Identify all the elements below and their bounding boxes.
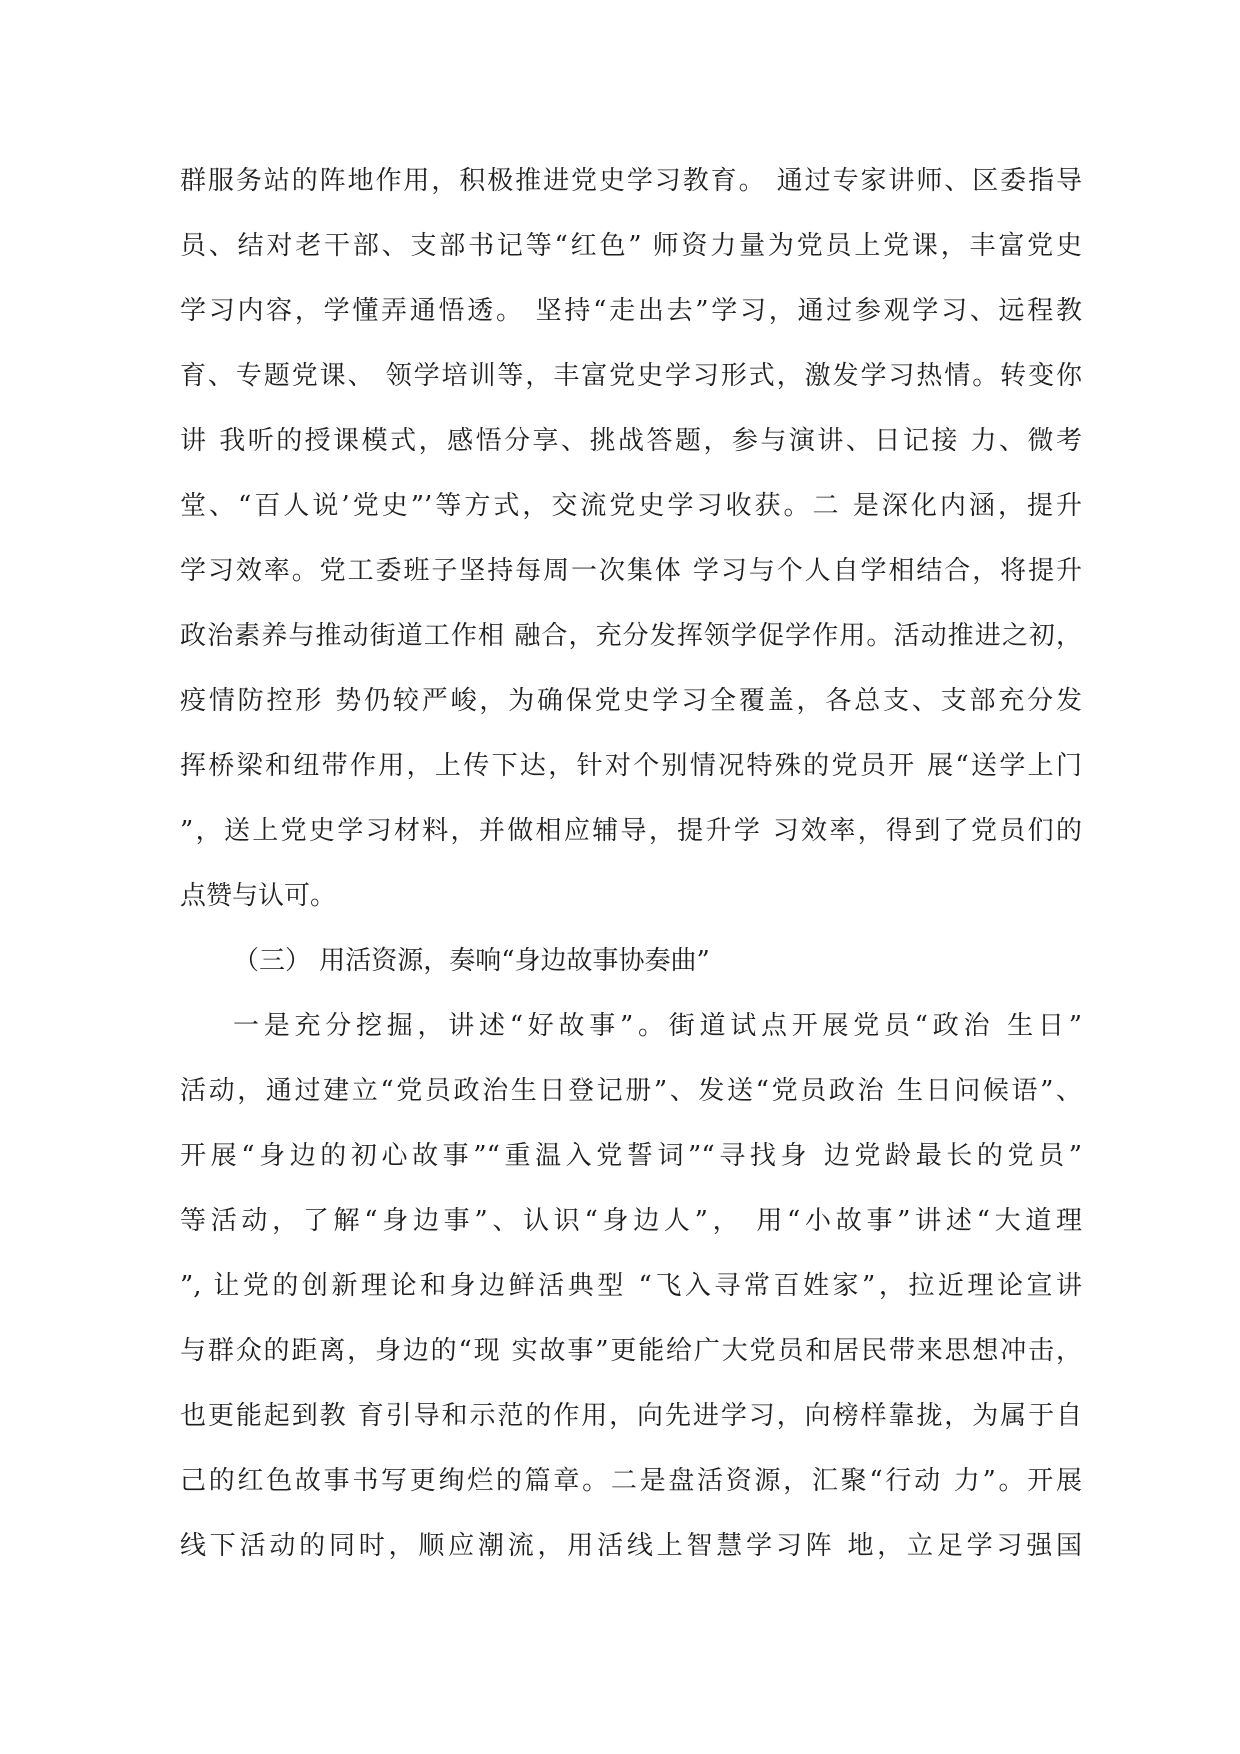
text-line: 疫情防控形 势仍较严峻，为确保党史学习全覆盖，各总支、支部充分发 [180, 686, 1082, 716]
text-line: 己的红色故事书写更绚烂的篇章。二是盘活资源，汇聚“行动 力”。开展 [180, 1466, 1082, 1496]
text-line: 也更能起到教 育引导和示范的作用，向先进学习，向榜样靠拢，为属于自 [180, 1401, 1082, 1431]
body-text [180, 149, 1082, 1579]
text-line-paragraph-end: 点赞与认可。 [180, 881, 337, 911]
text-line: 堂、“百人说’党史”’等方式，交流党史学习收获。二 是深化内涵，提升 [180, 491, 1082, 521]
text-line: ”, 让党的创新理论和身边鲜活典型 “飞入寻常百姓家”，拉近理论宣讲 [180, 1271, 1082, 1301]
text-line: 等活动，了解“身边事”、认识“身边人”， 用“小故事”讲述“大道理 [180, 1206, 1082, 1236]
text-line: 学习内容，学懂弄通悟透。 坚持“走出去”学习，通过参观学习、远程教 [180, 296, 1082, 326]
text-line: 群服务站的阵地作用，积极推进党史学习教育。 通过专家讲师、区委指导 [180, 166, 1082, 196]
text-line: 学习效率。党工委班子坚持每周一次集体 学习与个人自学相结合，将提升 [180, 556, 1082, 586]
text-line: 挥桥梁和纽带作用，上传下达，针对个别情况特殊的党员开 展“送学上门 [180, 751, 1082, 781]
text-line: 员、结对老干部、支部书记等“红色” 师资力量为党员上党课，丰富党史 [180, 231, 1082, 261]
text-line: 讲 我听的授课模式，感悟分享、挑战答题，参与演讲、日记接 力、微考 [180, 426, 1082, 456]
text-line: 与群众的距离，身边的“现 实故事”更能给广大党员和居民带来思想冲击， [180, 1336, 1082, 1366]
text-line: 活动，通过建立“党员政治生日登记册”、发送“党员政治 生日问候语”、 [180, 1076, 1082, 1106]
text-line: 育、专题党课、 领学培训等，丰富党史学习形式，激发学习热情。转变你 [180, 361, 1082, 391]
section-heading: （三） 用活资源，奏响“身边故事协奏曲” [233, 946, 710, 976]
text-line: ”，送上党史学习材料，并做相应辅导，提升学 习效率，得到了党员们的 [180, 816, 1082, 846]
text-line: 政治素养与推动街道工作相 融合，充分发挥领学促学作用。活动推进之初， [180, 621, 1082, 651]
text-line: 线下活动的同时，顺应潮流，用活线上智慧学习阵 地，立足学习强国 [180, 1531, 1082, 1561]
text-line-paragraph-start: 一是充分挖掘，讲述“好故事”。街道试点开展党员“政治 生日” [233, 1011, 1082, 1041]
text-line: 开展“身边的初心故事”“重温入党誓词”“寻找身 边党龄最长的党员” [180, 1141, 1082, 1171]
